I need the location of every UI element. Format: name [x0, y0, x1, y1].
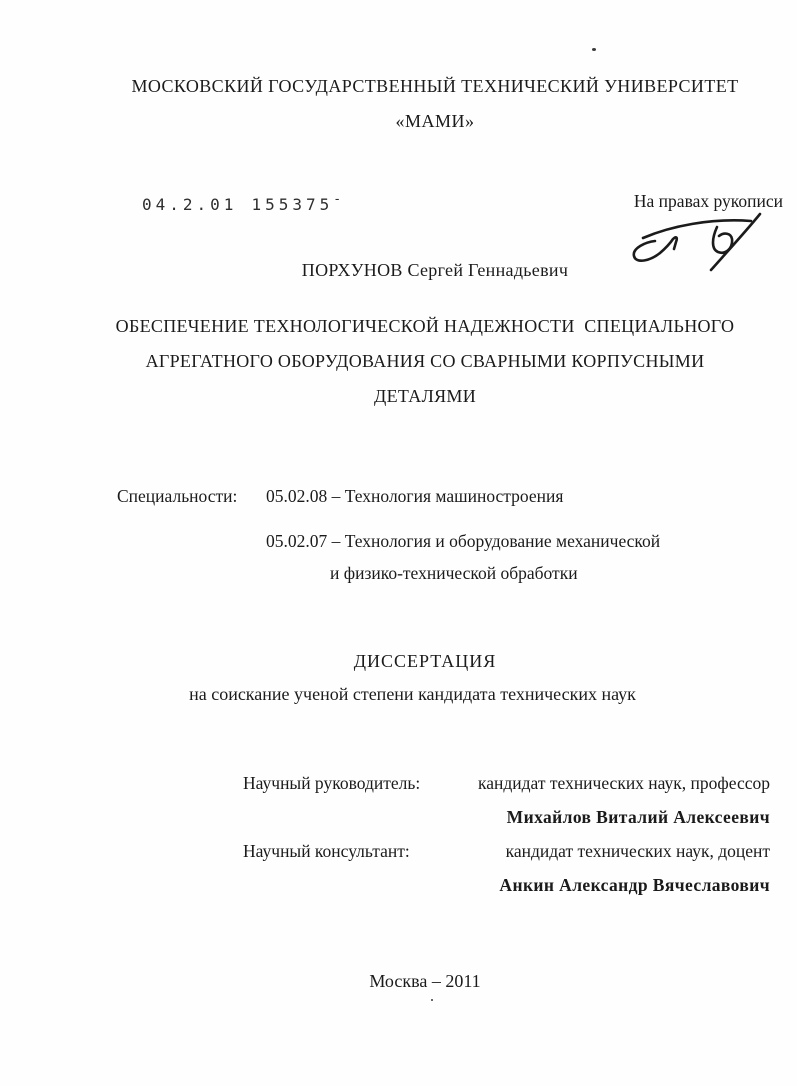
manuscript-rights-note: На правах рукописи [633, 191, 783, 211]
consultant-degree: кандидат технических наук, доцент [505, 841, 770, 861]
supervisor-degree: кандидат технических наук, профессор [478, 773, 770, 793]
dissertation-title-line2: АГРЕГАТНОГО ОБОРУДОВАНИЯ СО СВАРНЫМИ КОРПУСНЫМИ [145, 351, 705, 371]
dissertation-title-line3: ДЕТАЛЯМИ [374, 386, 476, 406]
stamp-number-part1: 04.2.01 [142, 195, 238, 214]
specialty-code-1: 05.02.08 – Технология машиностроения [266, 486, 564, 506]
specialty-code-2-line1: 05.02.07 – Технология и оборудование механической [266, 531, 661, 551]
university-name: МОСКОВСКИЙ ГОСУДАРСТВЕННЫЙ ТЕХНИЧЕСКИЙ УНИВЕРСИТЕТ [131, 76, 739, 96]
scan-speck [431, 999, 433, 1001]
supervisor-name: Михайлов Виталий Алексеевич [506, 807, 770, 827]
stamp-number-part2: 155375 [251, 195, 334, 214]
library-accession-stamp [142, 192, 341, 214]
scan-speck [592, 48, 596, 51]
consultant-label: Научный консультант: [243, 841, 410, 861]
stamp-dash-mark: - [333, 192, 342, 207]
dissertation-title-line1: ОБЕСПЕЧЕНИЕ ТЕХНОЛОГИЧЕСКОЙ НАДЕЖНОСТИ СПЕЦИАЛЬНОГО [115, 316, 735, 336]
document-type-heading: ДИССЕРТАЦИЯ [353, 651, 497, 671]
consultant-name: Анкин Александр Вячеславович [499, 875, 770, 895]
supervisor-row [243, 773, 770, 794]
university-abbreviation: «МАМИ» [395, 111, 475, 131]
specialty-code-2-line2: и физико-технической обработки [330, 563, 578, 583]
author-name: ПОРХУНОВ Сергей Геннадьевич [301, 260, 569, 280]
consultant-row [243, 841, 770, 862]
city-and-year: Москва – 2011 [369, 971, 481, 991]
supervisor-label: Научный руководитель: [243, 773, 421, 793]
degree-purpose-line: на соискание ученой степени кандидата технических наук [189, 684, 636, 704]
specialties-label: Специальности: [117, 486, 238, 506]
